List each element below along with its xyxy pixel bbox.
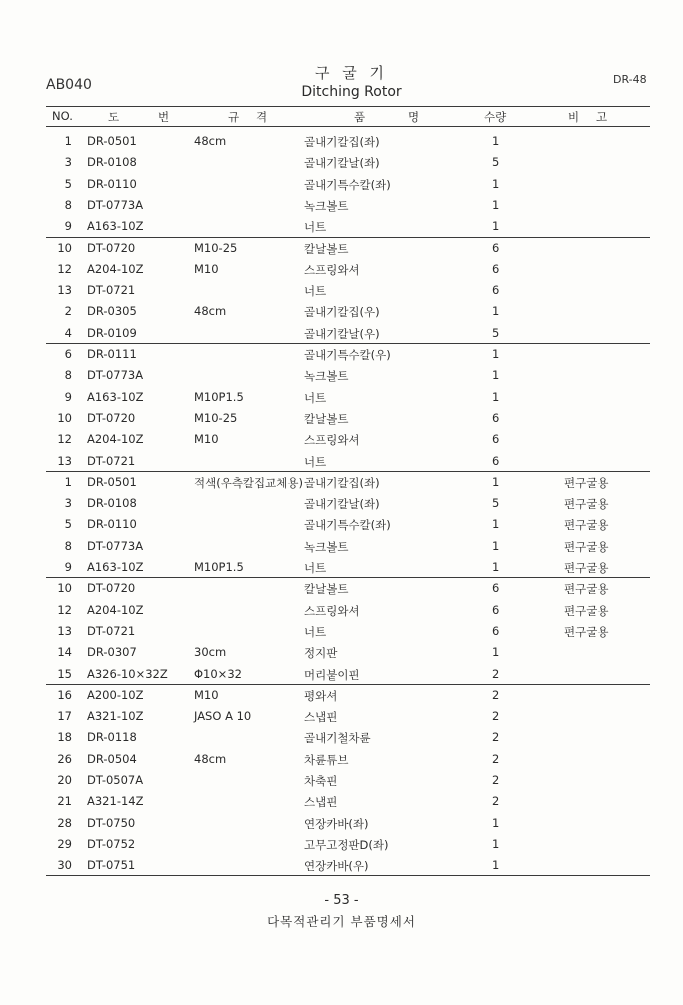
drawing-number: DR-0501 xyxy=(87,474,137,489)
part-name: 골내기칼날(좌) xyxy=(304,497,380,512)
drawing-number: A204-10Z xyxy=(87,602,144,617)
table-row xyxy=(46,491,650,512)
specification: 48cm xyxy=(194,134,227,148)
drawing-number: DR-0108 xyxy=(87,155,137,170)
specification: Φ10×32 xyxy=(194,666,242,681)
part-name: 골내기특수칼(좌) xyxy=(304,518,391,533)
table-row xyxy=(46,725,650,746)
part-name: 골내기칼집(우) xyxy=(304,305,380,320)
part-number: 14 xyxy=(57,645,72,660)
part-name: 골내기칼날(우) xyxy=(304,326,380,341)
table-row xyxy=(46,363,650,384)
part-name: 차축핀 xyxy=(304,774,338,788)
drawing-number: DT-0721 xyxy=(87,283,136,298)
group-divider xyxy=(46,577,650,578)
quantity: 2 xyxy=(492,730,500,745)
remark: 편구굴용 xyxy=(564,624,609,639)
drawing-number: A326-10×32Z xyxy=(87,666,168,681)
quantity: 2 xyxy=(492,794,500,809)
part-name: 골내기철차륜 xyxy=(304,731,371,746)
part-number: 6 xyxy=(64,347,72,361)
col-note-header-a: 비 xyxy=(568,110,580,124)
group-divider xyxy=(46,471,650,472)
quantity: 6 xyxy=(492,283,500,298)
drawing-number: A163-10Z xyxy=(87,219,144,234)
specification: M10P1.5 xyxy=(194,389,244,404)
group-divider xyxy=(46,343,650,344)
part-number: 12 xyxy=(57,602,72,617)
drawing-number: DT-0720 xyxy=(87,410,136,425)
table-row xyxy=(46,257,650,278)
page-title-korean: 구 굴 기 xyxy=(314,64,388,82)
part-number: 1 xyxy=(64,134,72,148)
table-row xyxy=(46,811,650,832)
quantity: 1 xyxy=(492,815,500,830)
part-number: 10 xyxy=(57,581,72,596)
quantity: 2 xyxy=(492,666,500,681)
remark: 편구굴용 xyxy=(564,582,609,597)
part-number: 16 xyxy=(57,687,72,702)
quantity: 1 xyxy=(492,304,500,319)
drawing-number: DT-0507A xyxy=(87,773,144,787)
quantity: 1 xyxy=(492,389,500,404)
part-name: 고무고정판D(좌) xyxy=(304,837,389,852)
quantity: 2 xyxy=(492,687,500,702)
part-number: 17 xyxy=(57,709,72,724)
table-row xyxy=(46,683,650,704)
group-divider xyxy=(46,684,650,685)
drawing-number: DR-0305 xyxy=(87,304,137,319)
specification: M10-25 xyxy=(194,240,238,255)
specification: M10 xyxy=(194,261,219,276)
part-number: 8 xyxy=(64,368,72,383)
table-row xyxy=(46,576,650,597)
part-number: 9 xyxy=(64,389,72,404)
part-name: 녹크볼트 xyxy=(304,198,349,213)
remark: 편구굴용 xyxy=(564,475,609,490)
table-row xyxy=(46,321,650,342)
quantity: 1 xyxy=(492,560,500,574)
part-number: 1 xyxy=(64,474,72,489)
specification: M10 xyxy=(194,432,219,447)
table-row xyxy=(46,342,650,363)
part-number: 8 xyxy=(64,538,72,553)
table-row xyxy=(46,704,650,725)
part-name: 칼날볼트 xyxy=(304,241,349,256)
quantity: 6 xyxy=(492,261,500,276)
quantity: 6 xyxy=(492,240,500,255)
table-row xyxy=(46,150,650,171)
part-number: 2 xyxy=(64,304,72,319)
drawing-number: A163-10Z xyxy=(87,560,144,574)
part-name: 연장카바(우) xyxy=(304,859,369,874)
quantity: 1 xyxy=(492,347,500,361)
book-title: 다목적관리기 부품명세서 xyxy=(267,914,416,929)
part-name: 너트 xyxy=(304,220,327,235)
col-spec-header-b: 격 xyxy=(256,110,268,124)
table-header xyxy=(46,106,650,126)
page-title-english: Ditching Rotor xyxy=(301,84,402,100)
quantity: 2 xyxy=(492,773,500,787)
drawing-number: A204-10Z xyxy=(87,261,144,276)
part-name: 녹크볼트 xyxy=(304,369,349,384)
part-name: 골내기칼집(좌) xyxy=(304,475,380,490)
drawing-number: DR-0307 xyxy=(87,645,137,660)
specification: 48cm xyxy=(194,304,227,319)
col-drawing-header-b: 번 xyxy=(158,110,170,124)
quantity: 6 xyxy=(492,602,500,617)
drawing-number: A163-10Z xyxy=(87,389,144,404)
quantity: 6 xyxy=(492,453,500,468)
table-row xyxy=(46,747,650,768)
part-name: 골내기특수칼(좌) xyxy=(304,177,391,192)
drawing-number: DR-0110 xyxy=(87,517,137,532)
table-row xyxy=(46,385,650,406)
table-row xyxy=(46,512,650,533)
table-row xyxy=(46,172,650,193)
part-name: 스냅핀 xyxy=(304,795,338,810)
table-row xyxy=(46,427,650,448)
quantity: 1 xyxy=(492,176,500,191)
part-name: 연장카바(좌) xyxy=(304,816,369,831)
part-name: 스냅핀 xyxy=(304,710,338,725)
drawing-number: A204-10Z xyxy=(87,432,144,447)
part-number: 9 xyxy=(64,219,72,234)
quantity: 6 xyxy=(492,410,500,425)
part-name: 스프링와셔 xyxy=(304,603,360,618)
part-name: 머리붙이핀 xyxy=(304,667,360,682)
part-name: 칼날볼트 xyxy=(304,411,349,426)
part-number: 13 xyxy=(57,453,72,468)
drawing-number: A321-14Z xyxy=(87,794,144,809)
table-row xyxy=(46,449,650,470)
specification: M10 xyxy=(194,687,219,702)
drawing-number: DT-0721 xyxy=(87,453,136,468)
drawing-number: A200-10Z xyxy=(87,687,144,702)
drawing-number: DT-0721 xyxy=(87,623,136,638)
table-row xyxy=(46,662,650,683)
quantity: 6 xyxy=(492,581,500,596)
quantity: 5 xyxy=(492,325,500,340)
model-code: AB040 xyxy=(46,77,92,93)
part-number: 8 xyxy=(64,197,72,212)
part-number: 13 xyxy=(57,623,72,638)
drawing-number: DR-0118 xyxy=(87,730,137,745)
part-number: 10 xyxy=(57,240,72,255)
drawing-number: DT-0751 xyxy=(87,858,136,873)
part-number: 15 xyxy=(57,666,72,681)
part-name: 너트 xyxy=(304,624,327,639)
part-number: 12 xyxy=(57,432,72,447)
drawing-number: DR-0109 xyxy=(87,325,137,340)
part-number: 26 xyxy=(57,751,72,766)
drawing-number: A321-10Z xyxy=(87,709,144,724)
part-number: 12 xyxy=(57,261,72,276)
table-row xyxy=(46,640,650,661)
part-number: 3 xyxy=(64,155,72,170)
part-number: 28 xyxy=(57,815,72,830)
col-no-header: NO. xyxy=(52,109,73,123)
col-qty-header: 수량 xyxy=(484,110,507,124)
table-row xyxy=(46,619,650,640)
drawing-number: DR-0504 xyxy=(87,751,137,766)
part-number: 29 xyxy=(57,836,72,851)
table-row xyxy=(46,555,650,576)
table-row xyxy=(46,853,650,874)
quantity: 5 xyxy=(492,496,500,511)
remark: 편구굴용 xyxy=(564,603,609,618)
quantity: 1 xyxy=(492,538,500,553)
part-number: 18 xyxy=(57,730,72,745)
part-number: 5 xyxy=(64,176,72,191)
part-name: 너트 xyxy=(304,284,327,299)
drawing-number: DT-0773A xyxy=(87,538,144,553)
remark: 편구굴용 xyxy=(564,539,609,554)
table-row xyxy=(46,236,650,257)
part-number: 4 xyxy=(64,325,72,340)
col-drawing-header-a: 도 xyxy=(108,110,120,124)
remark: 편구굴용 xyxy=(564,561,609,575)
quantity: 2 xyxy=(492,709,500,724)
specification: JASO A 10 xyxy=(194,709,252,724)
drawing-number: DR-0111 xyxy=(87,347,137,361)
table-row xyxy=(46,214,650,235)
remark: 편구굴용 xyxy=(564,518,609,533)
drawing-number: DT-0720 xyxy=(87,581,136,596)
quantity: 1 xyxy=(492,836,500,851)
table-row xyxy=(46,299,650,320)
part-name: 녹크볼트 xyxy=(304,539,349,554)
quantity: 1 xyxy=(492,368,500,383)
drawing-number: DT-0750 xyxy=(87,815,136,830)
part-number: 5 xyxy=(64,517,72,532)
table-row xyxy=(46,129,650,150)
part-number: 10 xyxy=(57,410,72,425)
part-number: 21 xyxy=(57,794,72,809)
table-row xyxy=(46,598,650,619)
quantity: 1 xyxy=(492,219,500,234)
part-number: 20 xyxy=(57,773,72,787)
table-row xyxy=(46,278,650,299)
drawing-number: DR-0501 xyxy=(87,134,137,148)
specification: 48cm xyxy=(194,751,227,766)
specification: 적색(우측칼집교체용) xyxy=(194,475,303,490)
col-spec-header-a: 규 xyxy=(228,110,240,124)
part-name: 정지판 xyxy=(304,646,338,661)
table-row xyxy=(46,406,650,427)
part-name: 골내기칼날(좌) xyxy=(304,156,380,171)
col-note-header-b: 고 xyxy=(596,110,608,124)
part-number: 3 xyxy=(64,496,72,511)
part-number: 9 xyxy=(64,560,72,574)
drawing-number: DR-0108 xyxy=(87,496,137,511)
drawing-number: DT-0773A xyxy=(87,368,144,383)
table-row xyxy=(46,534,650,555)
table-row xyxy=(46,193,650,214)
part-name: 칼날볼트 xyxy=(304,582,349,597)
drawing-number: DT-0752 xyxy=(87,836,136,851)
drawing-number: DT-0773A xyxy=(87,197,144,212)
page-number: - 53 - xyxy=(324,893,359,908)
part-name: 너트 xyxy=(304,561,327,575)
specification: M10-25 xyxy=(194,410,238,425)
specification: 30cm xyxy=(194,645,227,660)
drawing-number: DT-0720 xyxy=(87,240,136,255)
col-name-header-a: 품 xyxy=(354,110,366,124)
table-header-rule xyxy=(46,126,650,127)
table-row xyxy=(46,789,650,810)
table-row xyxy=(46,832,650,853)
part-name: 평와셔 xyxy=(304,688,338,703)
quantity: 1 xyxy=(492,645,500,660)
drawing-number: DR-0110 xyxy=(87,176,137,191)
quantity: 6 xyxy=(492,432,500,447)
remark: 편구굴용 xyxy=(564,497,609,512)
quantity: 1 xyxy=(492,858,500,873)
part-number: 30 xyxy=(57,858,72,873)
table-bottom-rule xyxy=(46,875,650,876)
part-number: 13 xyxy=(57,283,72,298)
quantity: 1 xyxy=(492,134,500,148)
part-name: 골내기칼집(좌) xyxy=(304,135,380,149)
quantity: 6 xyxy=(492,623,500,638)
part-name: 너트 xyxy=(304,454,327,469)
quantity: 5 xyxy=(492,155,500,170)
table-row xyxy=(46,470,650,491)
part-name: 차륜튜브 xyxy=(304,752,349,767)
quantity: 1 xyxy=(492,517,500,532)
quantity: 1 xyxy=(492,474,500,489)
page-reference: DR-48 xyxy=(613,73,647,86)
table-row xyxy=(46,768,650,789)
quantity: 2 xyxy=(492,751,500,766)
part-name: 골내기특수칼(우) xyxy=(304,348,391,362)
specification: M10P1.5 xyxy=(194,560,244,574)
part-name: 스프링와셔 xyxy=(304,433,360,448)
part-name: 너트 xyxy=(304,390,327,405)
group-divider xyxy=(46,237,650,238)
col-name-header-b: 명 xyxy=(408,110,420,124)
part-name: 스프링와셔 xyxy=(304,262,360,277)
quantity: 1 xyxy=(492,197,500,212)
